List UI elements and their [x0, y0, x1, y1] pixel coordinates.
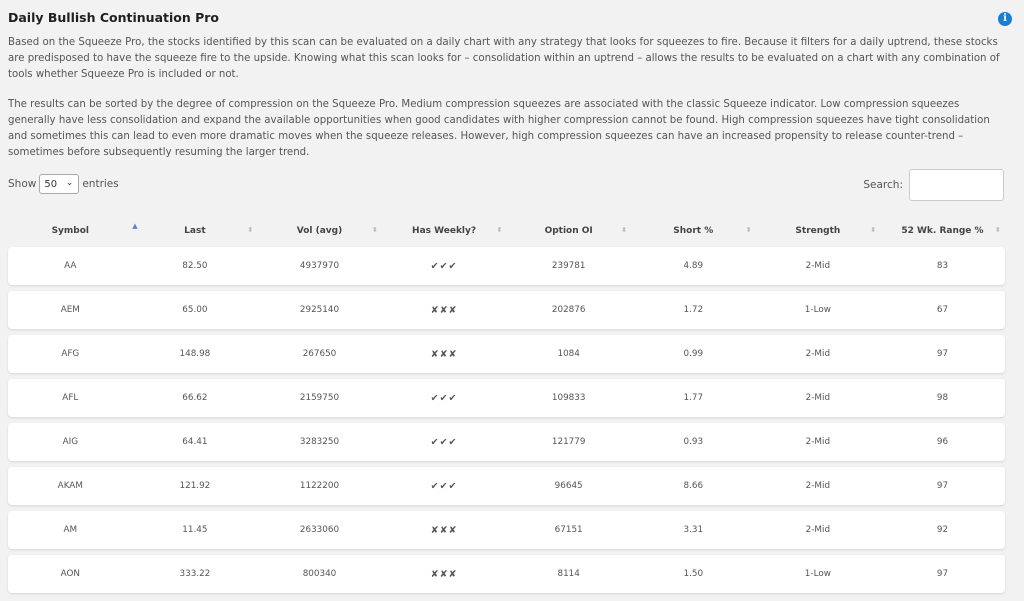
cell-symbol: AKAM: [57, 481, 83, 491]
cell-last: 82.50: [182, 261, 208, 271]
cell-strength: 2-Mid: [805, 481, 831, 491]
cell-vol: 800340: [302, 569, 337, 579]
cell-vol: 1122200: [299, 481, 340, 491]
cell-weekly: ✘✘✘: [430, 568, 458, 580]
cell-short: 1.50: [683, 569, 704, 579]
column-header-symbol[interactable]: Symbol ▲: [51, 222, 138, 236]
cell-option-oi: 109833: [551, 393, 586, 403]
search-control: [863, 169, 1004, 201]
cell-strength: 2-Mid: [805, 393, 831, 403]
cell-option-oi: 96645: [554, 481, 583, 491]
cell-option-oi: 1084: [557, 349, 580, 359]
column-header-weekly[interactable]: Has Weekly? ⬍: [412, 226, 503, 236]
cell-short: 0.99: [683, 349, 704, 359]
sort-icon: ⬍: [496, 226, 503, 234]
cell-range: 67: [936, 305, 949, 315]
cell-vol: 3283250: [299, 437, 340, 447]
title-row: [8, 10, 1008, 30]
cell-strength: 1-Low: [804, 305, 831, 315]
cell-range: 96: [936, 437, 949, 447]
cell-strength: 2-Mid: [805, 437, 831, 447]
column-header-vol[interactable]: Vol (avg) ⬍: [296, 226, 378, 236]
cell-range: 83: [936, 261, 949, 271]
cell-short: 3.31: [683, 525, 704, 535]
entries-length-control: [8, 174, 119, 194]
cell-weekly: ✘✘✘: [430, 348, 458, 360]
cell-weekly: ✔✔✔: [430, 480, 458, 492]
cell-symbol: AM: [63, 525, 78, 535]
cell-weekly: ✔✔✔: [430, 260, 458, 272]
table-row[interactable]: [8, 247, 1005, 285]
cell-weekly: ✘✘✘: [430, 524, 458, 536]
chevron-down-icon: ⌄: [65, 178, 74, 188]
cell-symbol: AFL: [62, 393, 79, 403]
cell-vol: 2925140: [299, 305, 340, 315]
sort-icon: ⬍: [745, 226, 752, 234]
cell-strength: 2-Mid: [805, 349, 831, 359]
cell-option-oi: 67151: [554, 525, 583, 535]
cell-last: 65.00: [182, 305, 208, 315]
sort-icon: ⬍: [870, 226, 877, 234]
table-row[interactable]: [8, 423, 1005, 461]
cell-vol: 4937970: [299, 261, 340, 271]
description-paragraph-2: The results can be sorted by the degree of compression on the Squeeze Pro. Medium compression squeezes are associated with the classic Squeeze indicator. Low compression squeezes generally have less consolidation and expand the available opportunities when good candidates with higher compression cannot be found. High compression squeezes have tight consolidation and sometimes this can lead to even more dramatic moves when the squeeze releases. However, high compression squeezes can have an increased propensity to release counter-trend – sometimes before subsequently resuming the larger trend.: [8, 99, 990, 158]
cell-short: 0.93: [683, 437, 704, 447]
sort-icon: ⬍: [371, 226, 378, 234]
table-row[interactable]: [8, 291, 1005, 329]
cell-last: 66.62: [182, 393, 208, 403]
entries-select-value: 50: [44, 178, 58, 190]
cell-short: 8.66: [683, 481, 704, 491]
cell-symbol: AA: [64, 261, 77, 271]
sort-icon: ⬍: [621, 226, 627, 234]
cell-strength: 2-Mid: [805, 525, 831, 535]
cell-strength: 1-Low: [804, 569, 831, 579]
cell-last: 64.41: [182, 437, 208, 447]
cell-range: 92: [936, 525, 949, 535]
cell-symbol: AON: [60, 569, 80, 579]
cell-short: 1.72: [683, 305, 704, 315]
table-row[interactable]: [8, 379, 1005, 417]
table-row[interactable]: [8, 511, 1005, 549]
entries-select[interactable]: [39, 174, 79, 194]
cell-symbol: AEM: [60, 305, 80, 315]
entries-label: entries: [82, 178, 119, 190]
cell-range: 98: [936, 393, 949, 403]
info-icon[interactable]: i: [998, 12, 1012, 26]
cell-vol: 267650: [302, 349, 337, 359]
table-header: [8, 221, 1005, 241]
column-header-short[interactable]: Short % ⬍: [673, 226, 752, 236]
cell-option-oi: 8114: [557, 569, 580, 579]
cell-weekly: ✘✘✘: [430, 304, 458, 316]
cell-short: 1.77: [683, 393, 704, 403]
cell-range: 97: [936, 481, 949, 491]
sort-icon: ⬍: [247, 226, 254, 234]
cell-range: 97: [936, 569, 949, 579]
column-header-strength[interactable]: Strength ⬍: [795, 226, 877, 236]
cell-symbol: AIG: [62, 437, 79, 447]
table-row[interactable]: [8, 467, 1005, 505]
cell-option-oi: 239781: [551, 261, 586, 271]
cell-last: 11.45: [182, 525, 208, 535]
column-header-last[interactable]: Last ⬍: [184, 226, 254, 236]
cell-symbol: AFG: [61, 349, 80, 359]
cell-vol: 2159750: [299, 393, 340, 403]
cell-range: 97: [936, 349, 949, 359]
cell-vol: 2633060: [299, 525, 340, 535]
search-label: Search:: [863, 179, 903, 191]
cell-option-oi: 121779: [551, 437, 586, 447]
cell-last: 148.98: [179, 349, 211, 359]
search-input[interactable]: [909, 169, 1004, 201]
cell-short: 4.89: [683, 261, 704, 271]
cell-strength: 2-Mid: [805, 261, 831, 271]
cell-last: 333.22: [179, 569, 211, 579]
sort-asc-icon: ▲: [132, 222, 138, 230]
description-paragraph-1: Based on the Squeeze Pro, the stocks identified by this scan can be evaluated on a daily chart with any strategy that looks for squeezes to fire. Because it filters for a daily uptrend, these stocks are predisposed to have the squeeze fire to the upside. Knowing what this scan looks for – consolidation within an uptrend – allows the results to be evaluated on a chart with any combination of tools whether Squeeze Pro is included or not.: [8, 37, 1000, 80]
cell-last: 121.92: [179, 481, 211, 491]
table-row[interactable]: [8, 555, 1005, 593]
column-header-option-oi[interactable]: Option OI ⬍: [544, 226, 627, 236]
cell-option-oi: 202876: [551, 305, 586, 315]
page-title: Daily Bullish Continuation Pro: [8, 10, 220, 25]
results-table: [8, 221, 1005, 593]
show-label: Show: [8, 178, 37, 190]
cell-weekly: ✔✔✔: [430, 392, 458, 404]
table-row[interactable]: [8, 335, 1005, 373]
cell-weekly: ✔✔✔: [430, 436, 458, 448]
sort-icon: ⬍: [994, 226, 1001, 234]
column-header-range[interactable]: 52 Wk. Range % ⬍: [901, 226, 1001, 236]
